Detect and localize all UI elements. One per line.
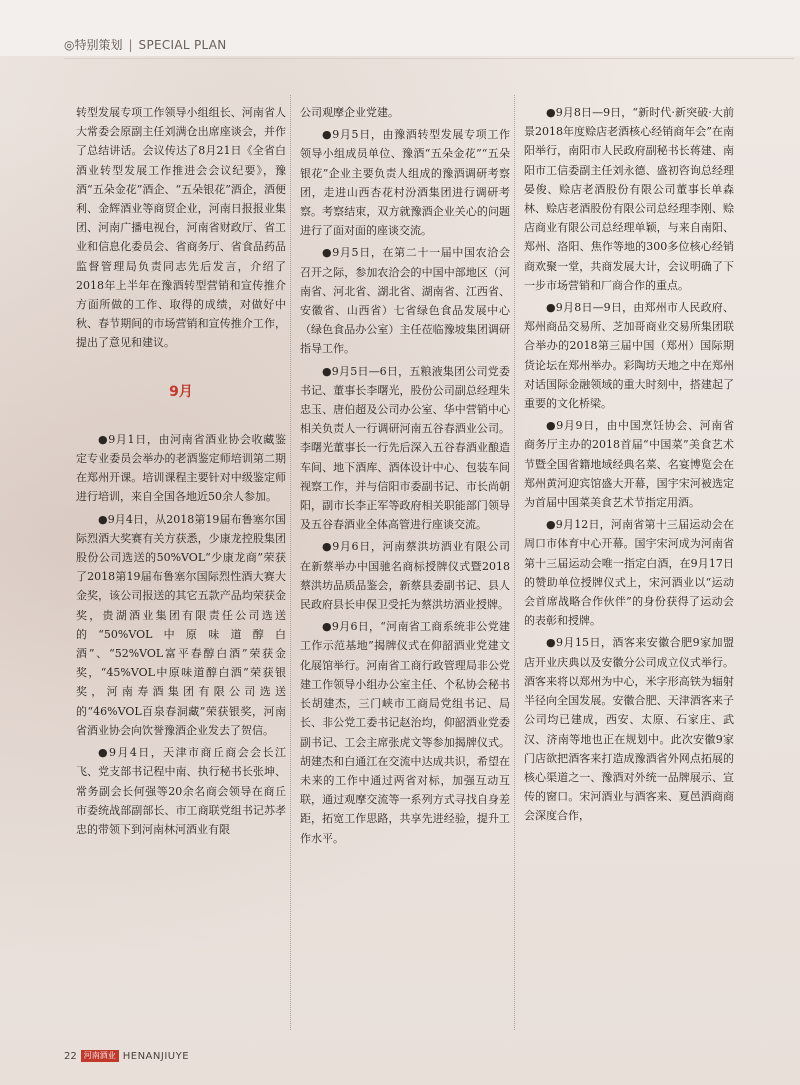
paragraph: ●9月5日，由豫酒转型发展专项工作领导小组成员单位、豫酒“五朵金花”“五朵银花”企业主要负责人组成的豫酒调研考察团，走进山西杏花村汾酒集团进行调研考察。考察结束，双方就豫酒企业关心的问题进行了面对面的座谈交流。	[300, 128, 510, 238]
header-separator: |	[128, 37, 133, 52]
header-rule	[64, 58, 794, 59]
paragraph: ●9月5日—6日，五粮液集团公司党委书记、董事长李曙光，股份公司副总经理朱忠玉、唐伯超及公司办公室、华中营销中心相关负责人一行调研河南五谷春酒业公司。李曙光董事长一行先后深入五谷春酒业酿造车间、地下酒库、酒体设计中心、包装车间视察工作，并与信阳市委副书记、市长尚朝阳，副市长李正军等政府相关职能部门领导及五谷春酒业全体高管进行座谈交流。	[300, 364, 510, 532]
paragraph: ●9月5日，在第二十一届中国农洽会召开之际，参加农洽会的中国中部地区（河南省、河北省、湖北省、湖南省、江西省、安徽省、山西省）七省绿色食品发展中心（绿色食品办公室）主任莅临豫坡集团调研指导工作。	[300, 246, 510, 356]
paragraph: 转型发展专项工作领导小组组长、河南省人大常委会原副主任刘满仓出席座谈会，并作了总结讲话。会议传达了8月21日《全省白酒业转型发展工作推进会会议纪要》，豫酒“五朵金花”酒企、“五朵银花”酒企，酒便利、金辉酒业等商贸企业，河南日报报业集团、河南广播电视台，河南省财政厅、省工业和信息化委员会、省商务厅、省食品药品监督管理局负责同志先后发言，介绍了2018年上半年在豫酒转型营销和宣传推介方面所做的工作、取得的成绩，对做好中秋、春节期间的市场营销和宣传推介工作，提出了意见和建议。	[76, 106, 286, 350]
paragraph: 公司观摩企业党建。	[300, 106, 399, 119]
magazine-badge: 河南酒业	[81, 1050, 119, 1062]
page-number: 22	[64, 1050, 77, 1062]
magazine-name: HENANJIUYE	[122, 1050, 190, 1062]
page-footer	[64, 1050, 189, 1062]
column-divider	[514, 95, 515, 1030]
paragraph: ●9月8日—9日，“新时代·新突破·大前景2018年度赊店老酒核心经销商年会”在南阳举行，南阳市人民政府副秘书长蒋建、南阳市工信委副主任刘永德、盛初咨询总经理晏俊、赊店老酒股份有限公司董事长单森林、赊店老酒股份有限公司总经理李刚、赊店商业有限公司总经理单颖，与来自南阳、郑州、洛阳、焦作等地的300多位核心经销商欢聚一堂，共商发展大计，会议明确了下一步市场营销和厂商合作的重点。	[524, 106, 734, 292]
article-column-2	[300, 103, 510, 851]
section-label-en: SPECIAL PLAN	[138, 37, 227, 52]
article-column-1	[76, 103, 286, 842]
paragraph: ●9月9日，由中国烹饪协会、河南省商务厅主办的2018首届“中国菜”美食艺术节暨全国省籍地域经典名菜、名宴博览会在郑州黄河迎宾馆盛大开幕，国宇宋河被选定为首届中国菜美食艺术节指定用酒。	[524, 419, 734, 510]
article-column-3	[524, 103, 734, 829]
paragraph: ●9月4日，从2018第19届布鲁塞尔国际烈酒大奖赛有关方获悉，少康龙控股集团股份公司选送的50%VOL“少康龙商”荣获了2018第19届布鲁塞尔国际烈性酒大赛大金奖，该公司报送的其它五款产品均荣获金奖，贵湖酒业集团有限责任公司选送的“50%VOL中原味道醇白酒”、“52%VOL富平春醇白酒”荣获金奖，“45%VOL中原味道醇白酒”荣获银奖，河南寿酒集团有限公司选送的“46%VOL百泉春洞藏”荣获银奖，河南省酒业协会向饮誉豫酒企业发去了贺信。	[76, 512, 286, 737]
section-label-cn: ◎特别策划	[64, 38, 123, 52]
paragraph: ●9月6日，河南蔡洪坊酒业有限公司在新蔡举办中国驰名商标授牌仪式暨2018蔡洪坊品质品鉴会，新蔡县委副书记、县人民政府县长申保卫受托为蔡洪坊酒业授牌。	[300, 540, 510, 612]
paragraph: ●9月12日，河南省第十三届运动会在周口市体育中心开幕。国宇宋河成为河南省第十三届运动会唯一指定白酒，在9月17日的赞助单位授牌仪式上，宋河酒业以“运动会首席战略合作伙伴”的身份获得了运动会的表彰和授牌。	[524, 518, 734, 628]
paragraph: ●9月6日，“河南省工商系统非公党建工作示范基地”揭牌仪式在仰韶酒业党建文化展馆举行。河南省工商行政管理局非公党建工作领导小组办公室主任、个私协会秘书长胡建杰，三门峡市工商局党组书记、局长、非公党工委书记赵治均，仰韶酒业党委副书记、工会主席张虎文等参加揭牌仪式。胡建杰和白通江在交流中达成共识，希望在未来的工作中通过两省对标，加强互动互联，通过观摩交流等一系列方式寻找自身差距，拓宽工作思路，共享先进经验，提升工作水平。	[300, 620, 510, 845]
paragraph: ●9月4日，天津市商丘商会会长江飞、党支部书记程中南、执行秘书长张坤、常务副会长何强等20余名商会领导在商丘市委统战部副部长、市工商联党组书记苏孝忠的带领下到河南林河酒业有限	[76, 746, 286, 836]
paragraph: ●9月8日—9日，由郑州市人民政府、郑州商品交易所、芝加哥商业交易所集团联合举办的2018第三届中国（郑州）国际期货论坛在郑州举办。彩陶坊天地之中在郑州对话国际金融领域的重大时刻中，搭建起了重要的文化桥梁。	[524, 301, 734, 411]
paragraph: ●9月1日，由河南省酒业协会收藏鉴定专业委员会举办的老酒鉴定师培训第二期在郑州开课。培训课程主要针对中级鉴定师进行培训，来自全国各地近50余人参加。	[76, 432, 286, 504]
month-heading: 9月	[169, 383, 193, 400]
paragraph: ●9月15日，酒客来安徽合肥9家加盟店开业庆典以及安徽分公司成立仪式举行。酒客来将以郑州为中心，米字形高铁为辐射半径向全国发展。安徽合肥、天津酒客来子公司均已建成，西安、太原、石家庄、武汉、济南等地也正在规划中。此次安徽9家门店欲把酒客来打造成豫酒省外网点拓展的核心渠道之一、豫酒对外统一品牌展示、宣传的窗口。宋河酒业与酒客来、夏邑酒商商会深度合作，	[524, 636, 734, 823]
column-divider	[290, 95, 291, 1030]
section-header	[64, 36, 227, 53]
